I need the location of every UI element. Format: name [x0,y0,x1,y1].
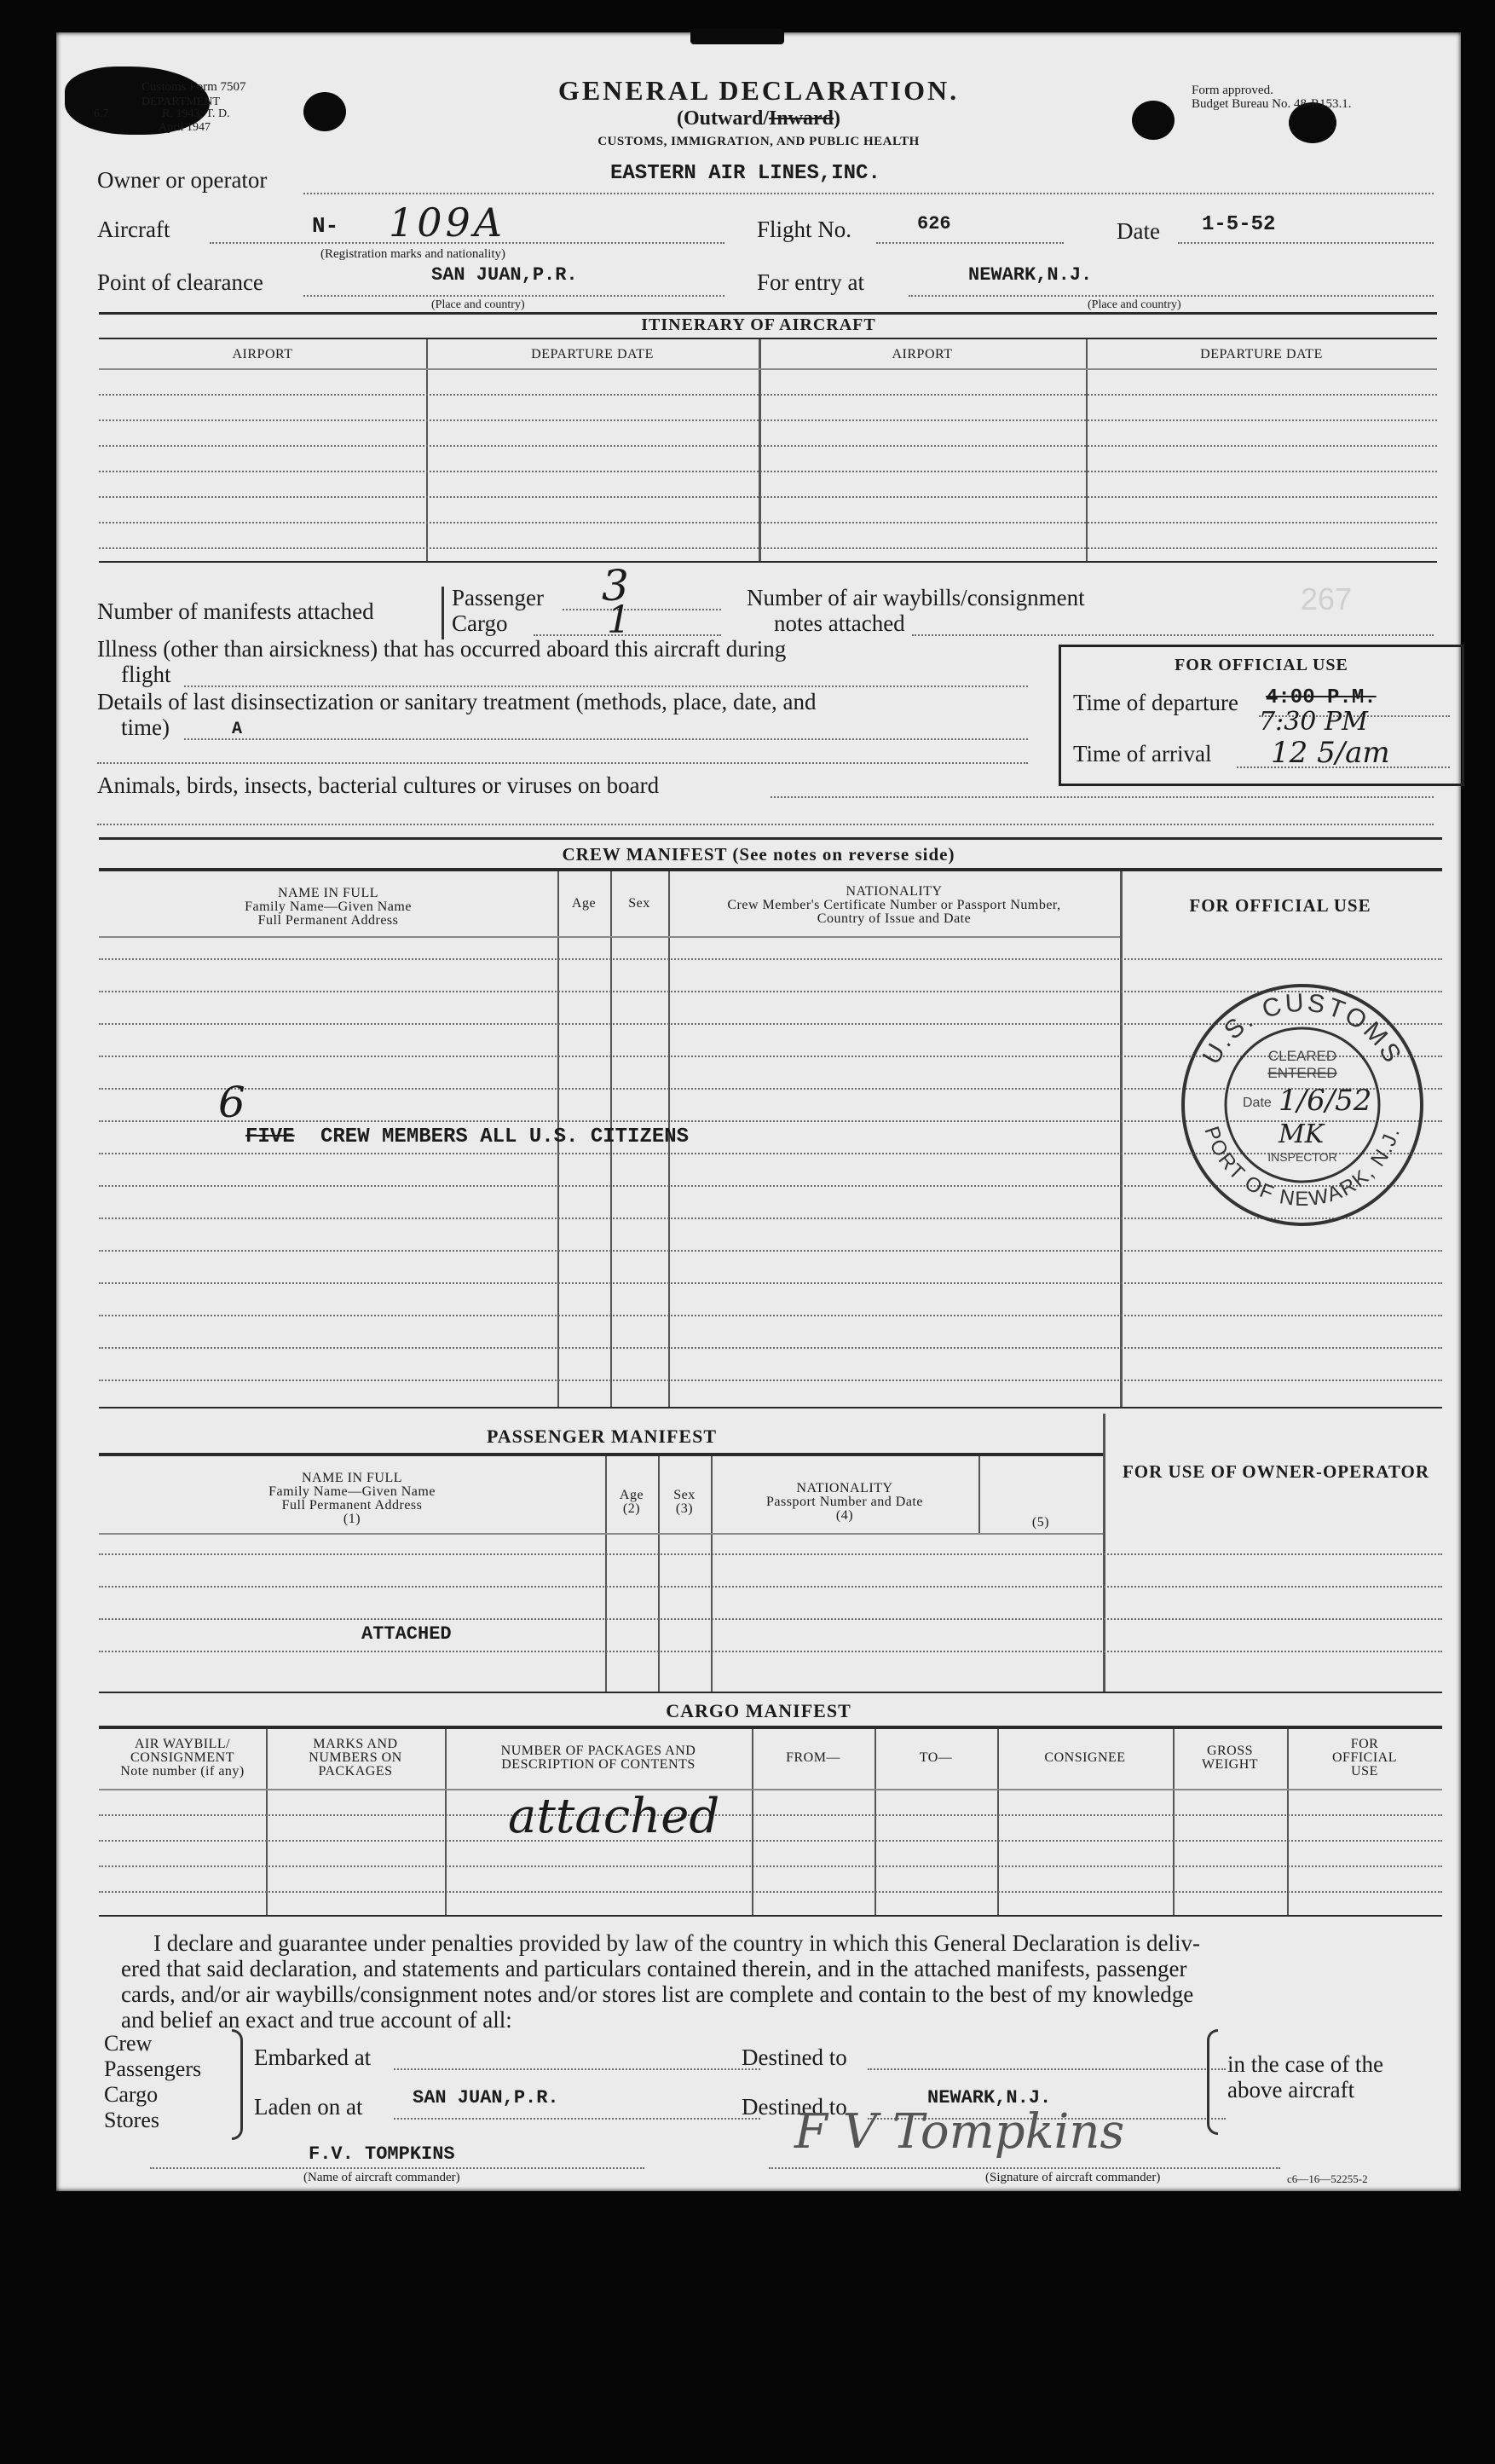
row-rule [99,1553,1442,1555]
col-rule [266,1729,268,1915]
cargo-col-official [1287,1738,1442,1779]
stamp-entered: ENTERED [1267,1065,1337,1081]
row-rule [99,1651,1442,1652]
cargo-col-weight [1173,1744,1287,1772]
col-rule [1287,1729,1289,1915]
form-dept: DEPARTMENT [141,95,220,108]
itinerary-title: ITINERARY OF AIRCRAFT [641,315,876,334]
waybill-label-2: notes attached [774,610,905,636]
signature-caption: (Signature of aircraft commander) [985,2171,1161,2184]
cargo-col-official-2: OFFICIAL [1331,1750,1397,1765]
entry-value: NEWARK,N.J. [968,264,1093,286]
aircraft-label: Aircraft [97,217,170,242]
customs-stamp [1176,979,1429,1231]
itinerary-col-date: DEPARTURE DATE [531,347,654,362]
stamp-date-value: 1/6/52 [1279,1084,1372,1118]
departure-time-typed: 4:00 P.M. [1266,686,1377,709]
crew-col-name-3: Full Permanent Address [257,913,399,928]
cargo-entry: attached [508,1789,720,1844]
aircraft-prefix: N- [312,213,339,239]
illness-label: Illness (other than airsickness) that has occurred aboard this aircraft during [97,636,787,662]
passenger-col-age-1: Age [619,1488,644,1502]
divider [99,1407,1442,1408]
divider [99,561,1437,563]
embarked-label: Embarked at [254,2045,372,2070]
brace [442,587,444,639]
row-rule [99,496,1437,498]
clearance-line [303,295,724,297]
passenger-col-5: (5) [1031,1515,1050,1530]
row-rule [99,394,1437,396]
entry-line [909,295,1434,297]
disinsect-line-2 [97,762,1028,764]
crew-col-name-1: NAME IN FULL [278,886,378,900]
row-rule [99,1891,1442,1893]
commander-name: F.V. TOMPKINS [309,2143,455,2165]
cargo-col-weight-1: GROSS [1206,1744,1254,1758]
destined1-label: Destined to [742,2045,847,2070]
crew-col-nat-1: NATIONALITY [846,884,943,899]
subtitle-open: (Outward/ [676,107,769,130]
divider [99,338,1437,339]
arrival-time-label: Time of arrival [1073,741,1212,766]
commander-name-caption: (Name of aircraft commander) [303,2171,460,2184]
laden-line [394,2118,760,2120]
form-title: GENERAL DECLARATION. [557,75,960,106]
col-rule [1120,871,1123,1407]
passenger-col-name-2: Family Name—Given Name [268,1484,436,1499]
form-line: 6.7 [94,107,109,120]
passenger-col-sex [658,1489,711,1516]
col-rule [658,1456,660,1692]
cargo-title: CARGO MANIFEST [666,1700,851,1721]
entry-caption: (Place and country) [1088,298,1181,311]
form-agencies: CUSTOMS, IMMIGRATION, AND PUBLIC HEALTH [597,135,920,148]
ink-blot [690,29,784,44]
animals-line-2 [97,824,1434,825]
destined2-value: NEWARK,N.J. [927,2087,1052,2108]
subtitle-struck: Inward [768,107,834,130]
waybill-stamp-number: 267 [1301,581,1353,616]
col-rule [752,1729,753,1915]
passenger-col-nationality [711,1482,978,1523]
col-rule [759,339,761,563]
declaration-line: I declare and guarantee under penalties provided by law of the country in which this General Declaration is deliv- [153,1930,1201,1956]
row-rule [99,1379,1442,1381]
manifests-label: Number of manifests attached [97,599,374,624]
divider [99,1726,1442,1729]
row-rule [99,958,1442,960]
budget-bureau: Budget Bureau No. 48-R153.1. [1192,97,1352,111]
cargo-col-waybill [99,1738,266,1779]
divider [99,312,1437,315]
owner-label: Owner or operator [97,167,268,193]
laden-value: SAN JUAN,P.R. [413,2087,559,2108]
crew-count-hand: 6 [218,1078,245,1127]
stamp-top-text: U.S. CUSTOMS [1197,988,1408,1070]
case-line-1: in the case of the [1227,2051,1383,2077]
laden-label: Laden on at [254,2094,363,2120]
itinerary-col-date: DEPARTURE DATE [1200,347,1323,362]
illness-line [184,685,1028,687]
row-rule [99,936,1120,938]
departure-time-hand: 7:30 PM [1259,707,1368,737]
crew-official-use: FOR OFFICIAL USE [1189,895,1371,916]
animals-label: Animals, birds, insects, bacterial cultures or viruses on board [97,772,660,798]
row-rule [99,1250,1442,1252]
item-stores: Stores [104,2108,159,2132]
divider [99,1453,1103,1456]
declaration-items [104,2031,201,2133]
form-subtitle [56,107,1461,130]
form-line: April 1947 [159,121,211,134]
cargo-col-waybill-3: Note number (if any) [120,1764,245,1779]
disinsect-value: A [232,720,243,739]
col-rule [978,1456,980,1533]
declaration-line: cards, and/or air waybills/consignment notes and/or stores list are complete and contain to the best of my knowledge [121,1981,1194,2007]
col-rule [711,1456,713,1692]
entry-label: For entry at [757,269,864,295]
cargo-col-packages [445,1744,752,1772]
cargo-col-to: TO— [919,1750,953,1765]
crew-col-sex: Sex [628,896,650,911]
cargo-col-packages-1: NUMBER OF PACKAGES AND [500,1744,696,1758]
official-box-title: FOR OFFICIAL USE [1175,656,1348,674]
cargo-col-marks-2: NUMBERS ON [309,1750,402,1765]
passenger-col-nat-2: Passport Number and Date [766,1495,923,1509]
disinsect-label: Details of last disinsectization or sanitary treatment (methods, place, date, and [97,689,817,714]
item-cargo: Cargo [104,2082,159,2107]
cargo-col-official-1: FOR [1350,1737,1379,1751]
cargo-col-waybill-2: CONSIGNMENT [130,1750,234,1765]
owner-line [303,193,1434,194]
case-line-2: above aircraft [1227,2077,1355,2102]
cargo-col-weight-2: WEIGHT [1201,1757,1259,1772]
crew-col-nat-3: Country of Issue and Date [817,911,972,926]
stamp-bottom-text: PORT OF NEWARK, N.J. [1199,1123,1406,1212]
row-rule [99,1814,1442,1816]
col-rule [997,1729,999,1915]
crew-col-age: Age [571,896,597,911]
row-rule [99,1533,1103,1535]
date-line [1178,242,1434,244]
crew-entry: CREW MEMBERS ALL U.S. CITIZENS [320,1125,690,1148]
disinsect-label-2: time) [121,714,170,740]
brace-left [232,2029,243,2140]
embarked-line [394,2068,760,2070]
cargo-col-official-3: USE [1351,1764,1378,1779]
clearance-value: SAN JUAN,P.R. [431,264,578,286]
cargo-col-marks [266,1738,445,1779]
passenger-col-age [605,1489,658,1516]
illness-label-2: flight [121,662,171,687]
col-rule [1173,1729,1175,1915]
itinerary-col-airport: AIRPORT [892,347,953,362]
cargo-col-marks-3: PACKAGES [318,1764,393,1779]
passenger-col-name-1: NAME IN FULL [302,1471,402,1485]
form-line: R. 1943; T. D. [162,107,230,120]
cargo-count-label: Cargo [452,610,508,636]
divider [99,1692,1442,1693]
crew-col-name-2: Family Name—Given Name [245,899,412,914]
divider [99,1915,1442,1917]
passenger-col-sex-2: (3) [675,1501,694,1516]
passenger-col-nat-1: NATIONALITY [796,1481,893,1495]
flight-line [876,242,1064,244]
passenger-col-age-2: (2) [622,1501,641,1516]
destined1-line [868,2068,1226,2070]
subtitle-close: ) [834,107,841,130]
commander-name-line [150,2167,644,2169]
stamp-date-label: Date [1243,1096,1272,1110]
passenger-count-label: Passenger [452,585,544,610]
declaration-text [121,1930,1200,2033]
row-rule [99,1282,1442,1284]
disinsect-line [184,738,1028,740]
row-rule [99,547,1437,549]
aircraft-value: 109A [389,200,506,246]
flight-value: 626 [917,213,951,234]
divider [99,868,1442,871]
stamp-inspector: INSPECTOR [1267,1150,1337,1164]
form-approval: Form approved. [1192,84,1273,97]
cargo-col-from: FROM— [786,1750,840,1765]
item-passengers: Passengers [104,2056,202,2081]
col-rule [1086,339,1088,563]
row-rule [99,1789,1442,1790]
row-rule [99,1865,1442,1867]
stamp-initials: MK [1279,1119,1325,1149]
cargo-col-marks-1: MARKS AND [313,1737,398,1751]
form-number: Customs Form 7507 [141,80,246,94]
row-rule [99,1315,1442,1316]
owner-value: EASTERN AIR LINES,INC. [610,162,880,185]
owner-operator-use: FOR USE OF OWNER-OPERATOR [1122,1461,1430,1482]
aircraft-caption: (Registration marks and nationality) [320,247,506,261]
official-use-box [1059,645,1464,786]
passenger-col-name-3: Full Permanent Address [281,1498,423,1513]
cargo-col-waybill-1: AIR WAYBILL/ [134,1737,231,1751]
itinerary-col-airport: AIRPORT [232,347,293,362]
cargo-col-packages-2: DESCRIPTION OF CONTENTS [501,1757,696,1772]
clearance-label: Point of clearance [97,269,263,295]
destined2-label: Destined to [742,2094,847,2120]
passenger-col-nat-3: (4) [835,1508,854,1523]
col-rule [874,1729,876,1915]
brace-right [1207,2029,1218,2135]
col-rule [445,1729,447,1915]
print-code: c6—16—52255-2 [1287,2172,1368,2185]
passenger-col-sex-1: Sex [673,1488,696,1502]
signature-line [769,2167,1280,2169]
declaration-line: and belief an exact and true account of all: [121,2007,512,2033]
crew-col-nationality [668,885,1120,926]
crew-title: CREW MANIFEST (See notes on reverse side) [562,844,955,865]
animals-line [771,796,1434,798]
divider [99,837,1442,840]
row-rule [99,522,1437,523]
col-rule [426,339,428,563]
row-rule [99,1618,1442,1620]
passenger-col-name-4: (1) [343,1512,361,1526]
departure-time-label: Time of departure [1073,690,1238,715]
crew-col-name [99,887,557,928]
cargo-count-value: 1 [607,599,631,642]
row-rule [99,1840,1442,1842]
waybill-label: Number of air waybills/consignment [747,585,1085,610]
date-label: Date [1117,218,1160,244]
commander-signature: F V Tompkins [794,2104,1125,2160]
flight-label: Flight No. [757,217,852,242]
passenger-title: PASSENGER MANIFEST [486,1426,718,1447]
waybill-line [912,634,1434,636]
row-rule [99,445,1437,447]
passenger-count-line [563,609,721,610]
stamp-cleared: CLEARED [1267,1048,1337,1064]
clearance-caption: (Place and country) [431,298,525,311]
arrival-time-hand: 12 5/am [1271,736,1390,770]
row-rule [99,471,1437,472]
row-rule [99,1586,1442,1588]
row-rule [99,419,1437,421]
crew-col-nat-2: Crew Member's Certificate Number or Passport Number, [727,898,1061,912]
cargo-col-consignee: CONSIGNEE [1044,1750,1126,1765]
col-rule [605,1456,607,1692]
row-rule [99,1347,1442,1349]
declaration-form-sheet [56,32,1461,2191]
row-rule [99,368,1437,370]
item-crew: Crew [104,2031,153,2056]
passenger-col-name [99,1472,605,1526]
crew-struck-word: FIVE [245,1125,295,1148]
date-value: 1-5-52 [1202,213,1276,236]
declaration-line: ered that said declaration, and statements and particulars contained therein, and in the attached manifests, passenger [121,1956,1187,1981]
passenger-entry: ATTACHED [361,1623,452,1645]
passenger-count-value: 3 [602,561,629,610]
